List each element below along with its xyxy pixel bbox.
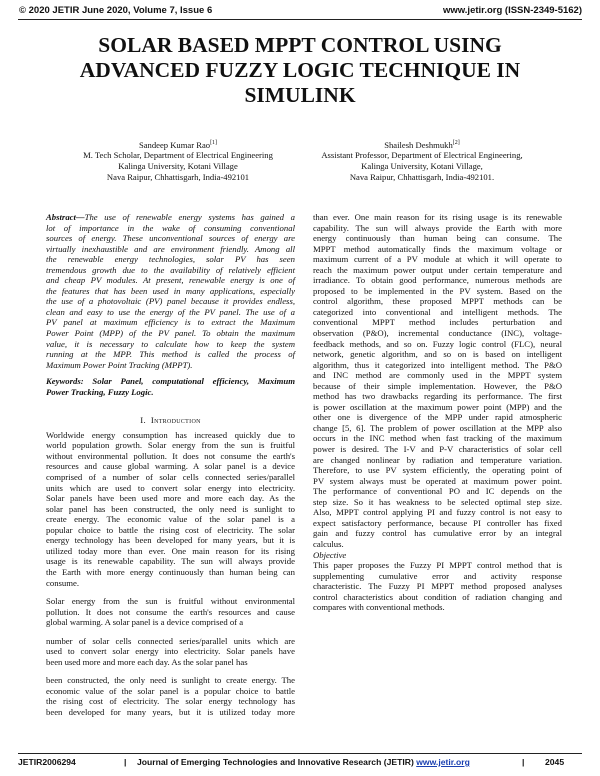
body-line: Solar panels have been used more and more each day. As the — [46, 493, 295, 504]
body-line: without environmental pollution. It does not consume the earth's — [46, 450, 295, 461]
intro-paragraph-2 — [46, 596, 295, 628]
footer-paper-id: JETIR2006294 — [18, 757, 76, 767]
footer-journal: Journal of Emerging Technologies and Innovative Research (JETIR) www.jetir.org — [137, 757, 470, 767]
body-line: This paper proposes the Fuzzy PI MPPT control method that is — [313, 560, 562, 571]
body-line: number of solar cells connected series/parallel units which are — [46, 635, 295, 646]
body-line: step size. So it has weakness to be selected optimal step size. — [313, 496, 562, 507]
abstract-line: the use of a photovoltaic (PV) panel because it provides endless, — [46, 296, 295, 307]
abstract-label: Abstract— — [46, 212, 85, 222]
right-paragraph-1 — [313, 212, 562, 550]
body-line: because of their simple implementation. However, the P&O — [313, 380, 562, 391]
body-line: Therefore, to use PV system efficiently, the operating point of — [313, 465, 562, 476]
body-line: control characteristics about condition of radiation changing and — [313, 591, 562, 602]
abstract-line: Power Point (MPP) of the PV panel. To obtain the maximum — [46, 328, 295, 339]
body-line: world population growth. Solar energy from the sun is fruitful — [46, 440, 295, 451]
body-line: Also, MPPT control applying PI and fuzzy control is not easy to — [313, 507, 562, 518]
paper-title — [30, 33, 570, 108]
abstract-line: clean and easy to use the energy of the PV panel. The use of a — [46, 306, 295, 317]
body-line: been constructed, the only need is sunlight to create energy. The — [46, 675, 295, 686]
title-line: SIMULINK — [244, 83, 356, 107]
abstract-line: and cheap PV modules. At present, renewable energy is one of — [46, 275, 295, 286]
body-line: characteristic. The Fuzzy PI MPPT method proposed analyses — [313, 581, 562, 592]
page-number: 2045 — [545, 757, 565, 767]
body-line: the rising cost of electricity. The solar energy technology has — [46, 696, 295, 707]
body-line: energy technology has been developed for many years, but it is — [46, 535, 295, 546]
author-affiliation: Kalinga University, Kotani Village — [118, 161, 238, 172]
running-header-right: www.jetir.org (ISSN-2349-5162) — [442, 5, 582, 16]
abstract — [46, 212, 295, 370]
section-heading-introduction: I. Introduction — [140, 415, 201, 426]
body-line: been used more and more each day. As the solar panel has — [46, 656, 248, 667]
footer-rule — [18, 753, 582, 754]
subheading-objective: Objective — [313, 549, 347, 560]
body-line: comprised of a number of solar cells connected series/parallel — [46, 472, 295, 483]
author-affiliation: M. Tech Scholar, Department of Electrical Engineering — [83, 150, 273, 161]
author-block-2 — [302, 138, 542, 182]
author-name: Sandeep Kumar Rao[1] — [138, 139, 218, 150]
abstract-line: tremendous growth due to the availability of relatively efficient — [46, 264, 295, 275]
body-line: The performance of conventional PO and IC depends on the — [313, 486, 562, 497]
body-line: observation (P&O), incremental conductance (INC), voltage- — [313, 328, 562, 339]
abstract-line: virtually inexhaustible and are environment friendly. Among all — [46, 243, 295, 254]
body-line: global warming. A solar panel is a device comprised of a — [46, 617, 244, 628]
title-line: ADVANCED FUZZY LOGIC TECHNIQUE IN — [79, 58, 521, 82]
author-name: Shailesh Deshmukh[2] — [384, 139, 460, 150]
body-line: network, genetic algorithm, and so on is based on intelligent — [313, 349, 562, 360]
body-line: and INC method are commonly used in the MPPT system — [313, 370, 562, 381]
body-line: than ever. One main reason for its rising usage is its renewable — [313, 212, 562, 222]
footer-site-link[interactable]: www.jetir.org — [416, 757, 470, 767]
abstract-line: sources of energy. These unconventional sources of energy are — [46, 233, 295, 244]
body-line: energy continuously than human being can consume. The — [313, 233, 562, 244]
body-line: maximum current of a PV module at which it will operate to — [313, 254, 562, 265]
body-line: irradiance. To obtain good performance, numerous methods are — [313, 275, 562, 286]
body-line: utilized today more than ever. One main reason for its rising — [46, 545, 295, 556]
author-block-1 — [58, 138, 298, 182]
body-line: conventional MPPT method includes perturbation and — [313, 317, 562, 328]
right-column — [313, 212, 562, 613]
body-line: economic value of the solar panel is a popular choice to battle — [46, 685, 295, 696]
abstract-line: Maximum Power Point Tracking (MPPT). — [46, 359, 193, 370]
body-line: pollution. It does not consume the earth's resources and cause — [46, 606, 295, 617]
abstract-line: the features that has been used in many applications, especially — [46, 285, 295, 296]
title-line: SOLAR BASED MPPT CONTROL USING — [98, 33, 502, 57]
body-line: occurs in the INC method when fast tracking of the maximum — [313, 433, 562, 444]
body-line: resources and cause global warming. A solar panel is a device — [46, 461, 295, 472]
body-line: capability. The sun will always provide the Earth with more — [313, 222, 562, 233]
abstract-line: Abstract—The use of renewable energy systems has gained a — [46, 212, 295, 222]
author-affiliation: Assistant Professor, Department of Electrical Engineering, — [321, 150, 523, 161]
body-line: feedback methods, and so on. Fuzzy logic control (FLC), neural — [313, 338, 562, 349]
abstract-line: lot of importance in the wake of consuming conventional — [46, 222, 295, 233]
body-line: Worldwide energy consumption has increased quickly due to — [46, 429, 295, 440]
abstract-line: PV panel at maximum efficiency is to extract the Maximum — [46, 317, 295, 328]
body-line: calculus. — [313, 538, 344, 549]
body-line: the Earth with more energy continuously than human being can — [46, 566, 295, 577]
body-line: PV system always must be operated at maximum power point. — [313, 475, 562, 486]
body-line: supplementing cumulative error and activity response — [313, 570, 562, 581]
intro-paragraph-4 — [46, 675, 295, 717]
body-line: is power oscillation at the maximum power point (MPP) and the — [313, 401, 562, 412]
intro-paragraph-1 — [46, 430, 295, 588]
body-line: other one is divergence of the MPP under rapid atmospheric — [313, 412, 562, 423]
body-line: gain and fuzzy control has cumulative error by an integral — [313, 528, 562, 539]
footer-separator: | — [124, 757, 127, 767]
author-affiliation: Nava Raipur, Chhattisgarh, India-492101. — [349, 171, 495, 182]
intro-paragraph-3 — [46, 636, 295, 668]
author-affiliation: Kalinga University, Kotani Village, — [361, 161, 483, 172]
objective-paragraph — [313, 560, 562, 613]
abstract-line: running at the MPP. This method is called the process of — [46, 349, 295, 360]
keywords-line: Keywords: Solar Panel, computational efficiency, Maximum — [46, 376, 295, 387]
keywords-line: Power Tracking, Fuzzy Logic. — [46, 386, 154, 397]
body-line: are changed nonlinear by radiation and temperature variation. — [313, 454, 562, 465]
author-affiliation: Nava Raipur, Chhattisgarh, India-492101 — [106, 171, 250, 182]
body-line: solar panel has been constructed, the only need is sunlight to — [46, 503, 295, 514]
body-line: compares with conventional methods. — [313, 602, 445, 613]
abstract-line: value, it is necessary to calculate how to keep the system — [46, 338, 295, 349]
body-line: used to convert solar energy into electricity. Solar panels have — [46, 646, 295, 657]
keywords — [46, 376, 295, 397]
body-line: power is desired. The I-V and P-V characteristics of solar cell — [313, 444, 562, 455]
abstract-line: the renewable energy technologies, solar PV has seen — [46, 254, 295, 265]
body-line: expect satisfactory performance, because PI controller has fixed — [313, 517, 562, 528]
body-line: consume. — [46, 577, 80, 588]
body-line: Solar energy from the sun is fruitful without environmental — [46, 596, 295, 607]
body-line: popular choice to battle the rising cost of electricity. The solar — [46, 524, 295, 535]
left-column — [46, 212, 295, 718]
body-line: method has two drawbacks regarding its performance. The first — [313, 391, 562, 402]
header-rule — [18, 19, 582, 20]
footer-separator: | — [522, 757, 525, 767]
body-line: MPPT method automatically finds the maximum voltage or — [313, 243, 562, 254]
body-line: been developed for many years, but it is utilized today more — [46, 706, 295, 717]
body-line: control algorithm, these proposed MPPT methods can be — [313, 296, 562, 307]
body-line: categorized into conventional and intelligent methods. The — [313, 306, 562, 317]
running-header-left: © 2020 JETIR June 2020, Volume 7, Issue 6 — [19, 5, 213, 16]
body-line: proposed to be implemented in the PV system. Based on the — [313, 285, 562, 296]
body-line: algorithm, thus it categorized into intelligent method. The P&O — [313, 359, 562, 370]
body-line: create energy. The economic value of the solar panel is a — [46, 514, 295, 525]
body-line: usage is its renewable capability. The sun will always provide — [46, 556, 295, 567]
body-line: reach the maximum power output under certain temperature and — [313, 264, 562, 275]
body-line: change [5, 6]. The problem of power oscillation at the MPP also — [313, 422, 562, 433]
body-line: units which are used to convert solar energy into electricity. — [46, 482, 295, 493]
